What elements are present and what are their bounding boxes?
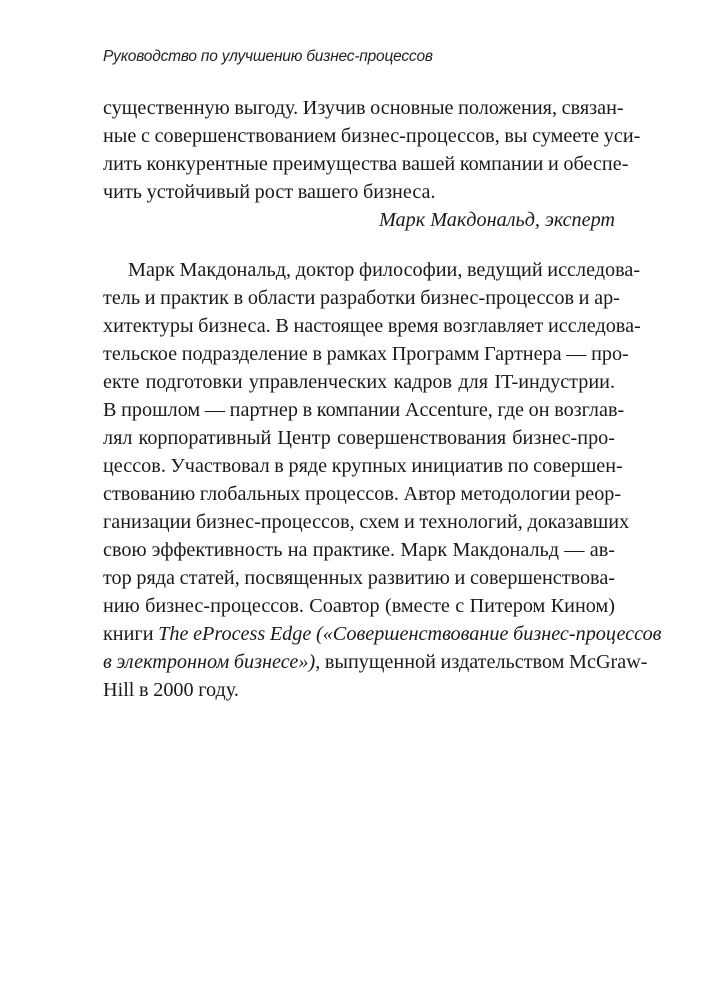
quote-line: чить устойчивый рост вашего бизнеса. <box>103 181 436 203</box>
bio-line: екте подготовки управленческих кадров для IT-индустрии. <box>103 371 615 393</box>
bio-line <box>103 620 662 648</box>
quote-line: лить конкурентные преимущества вашей компании и обеспе- <box>103 153 629 175</box>
bio-line <box>103 648 648 676</box>
bio-line: цессов. Участвовал в ряде крупных инициатив по совершен- <box>103 455 623 477</box>
bio-line: свою эффективность на практике. Марк Макдональд — ав- <box>103 539 615 561</box>
bio-line: тор ряда статей, посвященных развитию и совершенствова- <box>103 567 615 589</box>
bio-line: нию бизнес-процессов. Соавтор (вместе с Питером Кином) <box>103 595 615 617</box>
bio-line-rest: , выпущенной издательством McGraw- <box>315 651 648 673</box>
bio-line: Hill в 2000 году. <box>103 679 239 701</box>
quote-line: ные с совершенствованием бизнес-процессов, вы сумеете уси- <box>103 125 641 147</box>
running-head: Руководство по улучшению бизнес-процессов <box>103 48 433 65</box>
bio-line: лял корпоративный Центр совершенствования бизнес-про- <box>103 427 615 449</box>
quote-signature: Марк Макдональд, эксперт <box>379 209 615 231</box>
book-title-continued: в электронном бизнесе») <box>103 651 316 673</box>
bio-line: В прошлом — партнер в компании Accenture, где он возглав- <box>103 399 625 421</box>
bio-line: тельское подразделение в рамках Программ Гартнера — про- <box>103 343 629 365</box>
quote-line: существенную выгоду. Изучив основные положения, связан- <box>103 97 624 119</box>
bio-line: ганизации бизнес-процессов, схем и технологий, доказавших <box>103 511 630 533</box>
bio-line: Марк Макдональд, доктор философии, ведущий исследова- <box>128 259 641 281</box>
book-title: The eProcess Edge («Совершенствование бизнес-процессов <box>158 623 662 645</box>
bio-line: ствованию глобальных процессов. Автор методологии реор- <box>103 483 622 505</box>
bio-line: тель и практик в области разработки бизнес-процессов и ар- <box>103 287 620 309</box>
bio-line-prefix: книги <box>103 623 159 645</box>
bio-line: хитектуры бизнеса. В настоящее время возглавляет исследова- <box>103 315 641 337</box>
